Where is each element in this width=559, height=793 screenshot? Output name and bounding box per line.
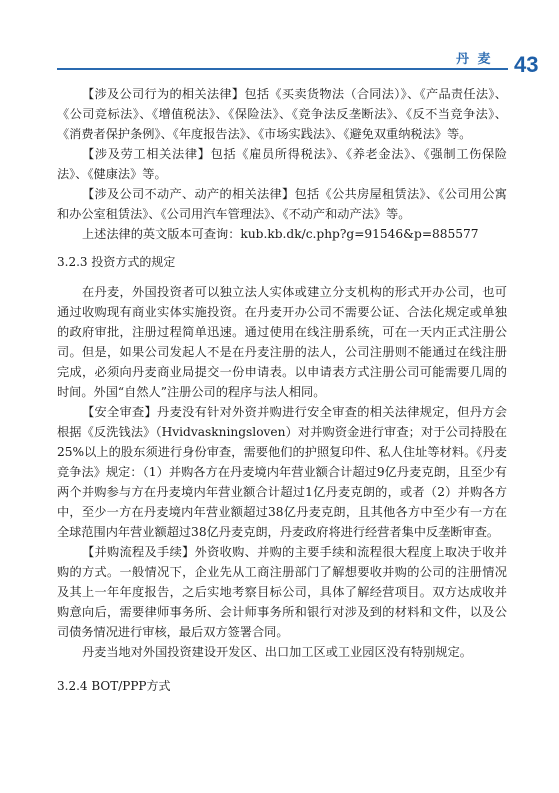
paragraph-development-zones: 丹麦当地对外国投资建设开发区、出口加工区或工业园区没有特别规定。	[82, 645, 472, 659]
paragraph-english-version-link: 上述法律的英文版本可查询：kub.kb.dk/c.php?g=91546&p=885577	[82, 227, 479, 241]
section-heading-investment-methods: 3.2.3 投资方式的规定	[57, 255, 176, 269]
section-heading-bot-ppp: 3.2.4 BOT/PPP方式	[57, 679, 171, 693]
header-divider	[57, 68, 508, 70]
paragraph-company-registration: 在丹麦，外国投资者可以独立法人实体或建立分支机构的形式开办公司，也可通过收购现有商业实体实施投资。在丹麦开办公司不需要公证、合法化规定或单独的政府审批，注册过程简单迅速。通过使用在线注册系统，可在一天内正式注册公司。但是，如果公司发起人不是在丹麦注册的法人，公司注册则不能通过在线注册完成，必须向丹麦商业局提交一份申请表。以申请表方式注册公司可能需要几周的时间。外国“自然人”注册公司的程序与法人相同。	[57, 285, 507, 399]
paragraph-property-laws: 【涉及公司不动产、动产的相关法律】包括《公共房屋租赁法》、《公司用公寓和办公室租赁法》、《公司用汽车管理法》、《不动产和动产法》等。	[57, 187, 507, 221]
page-body	[57, 84, 507, 706]
page-number: 43	[514, 52, 539, 77]
paragraph-merger-process: 【并购流程及手续】外资收购、并购的主要手续和流程很大程度上取决于收并购的方式。一般情况下，企业先从工商注册部门了解想要收并购的公司的注册情况及其上一年年度报告，之后实地考察目标公司，具体了解经营项目。双方达成收并购意向后，需要律师事务所、会计师事务所和银行对涉及到的材料和文件，以及公司债务情况进行审核，最后双方签署合同。	[57, 545, 507, 639]
header-country-name: 丹 麦	[456, 52, 493, 67]
paragraph-security-review: 【安全审查】丹麦没有针对外资并购进行安全审查的相关法律规定，但丹方会根据《反洗钱法》（Hvidvaskningsloven）对并购资金进行审查；对于公司持股在25%以上的股东须进行身份审查，需要他们的护照复印件、私人住址等材料。《丹麦竞争法》规定：（1）并购各方在丹麦境内年营业额合计超过9亿丹麦克朗，且至少有两个并购参与方在丹麦境内年营业额合计超过1亿丹麦克朗的，或者（2）并购各方中，至少一方在丹麦境内年营业额超过38亿丹麦克朗，且其他各方中至少有一方在全球范围内年营业额超过38亿丹麦克朗，丹麦政府将进行经营者集中反垄断审查。	[57, 405, 507, 539]
paragraph-company-laws: 【涉及公司行为的相关法律】包括《买卖货物法（合同法）》、《产品责任法》、《公司竞标法》、《增值税法》、《保险法》、《竞争法反垄断法》、《反不当竞争法》、《消费者保护条例》、《年度报告法》、《市场实践法》、《避免双重纳税法》等。	[57, 87, 507, 141]
paragraph-labor-laws: 【涉及劳工相关法律】包括《雇员所得税法》、《养老金法》、《强制工伤保险法》、《健康法》等。	[57, 147, 507, 181]
